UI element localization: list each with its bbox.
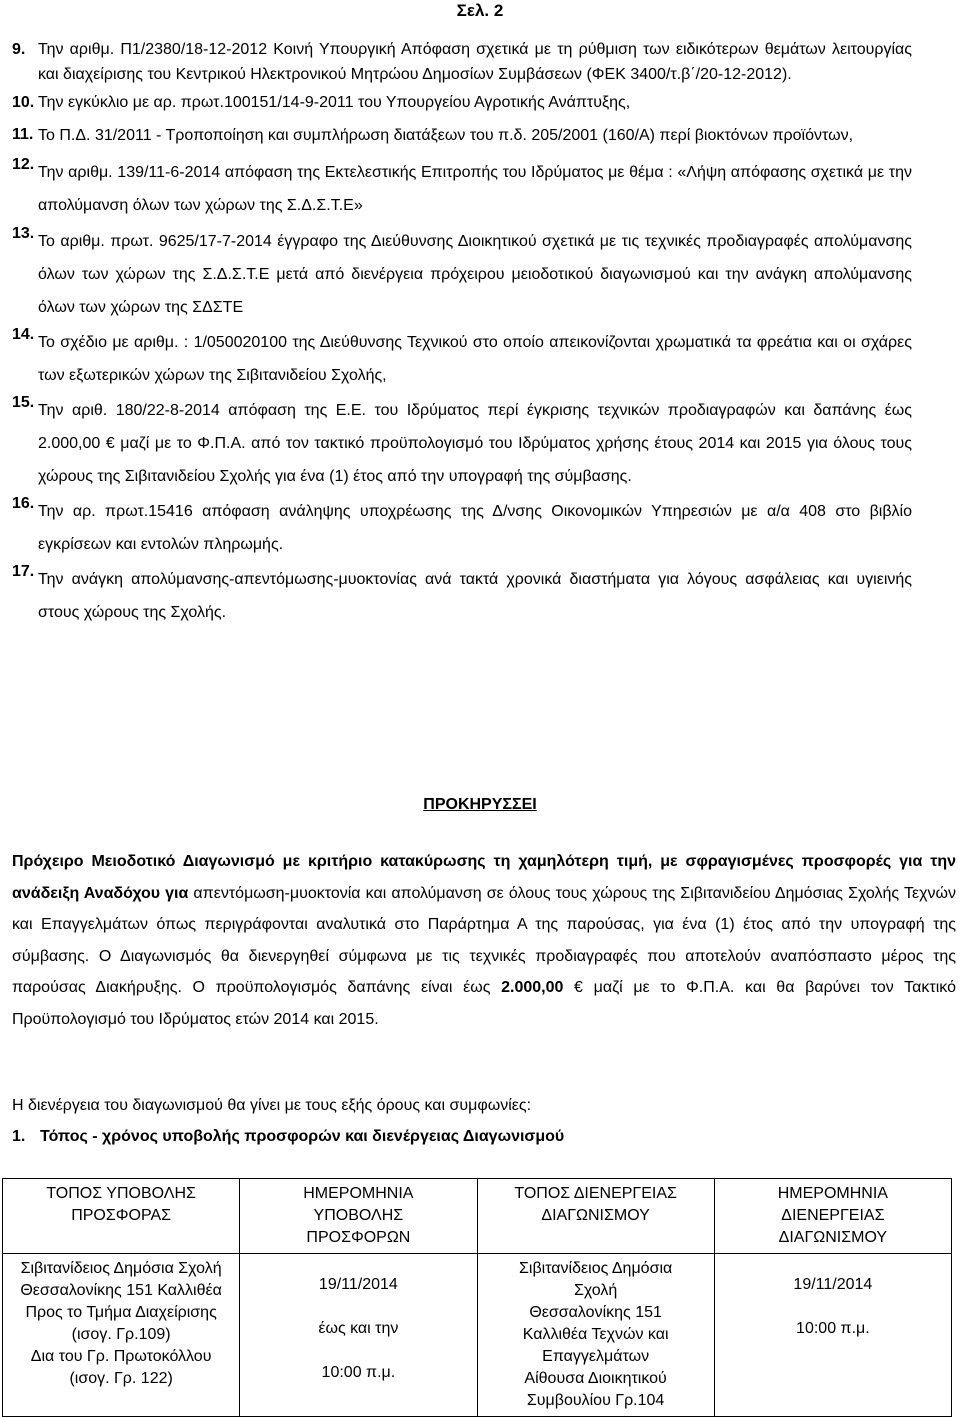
reference-item: [12, 563, 912, 629]
reference-number: 14.: [12, 326, 35, 343]
reference-text: Την αρ. πρωτ.15416 απόφαση ανάληψης υποχρέωσης της Δ/νσης Οικονομικών Υπηρεσιών με α/α 408 στο βιβλίο εγκρίσεων και εντολών πληρωμής.: [38, 503, 912, 553]
header-competition-date: ΗΜΕΡΟΜΗΝΙΑ ΔΙΕΝΕΡΓΕΙΑΣ ΔΙΑΓΩΝΙΣΜΟΥ: [714, 1179, 951, 1254]
cell-submission-place: Σιβιτανίδειος Δημόσια Σχολή Θεσσαλονίκης 151 Καλλιθέα Προς το Τμήμα Διαχείρισης (ισογ. Γρ.109) Δια του Γρ. Πρωτοκόλλου (ισογ. Γρ. 122): [3, 1254, 240, 1417]
legal-references-list: [12, 38, 912, 629]
body-bold-intro: Πρόχειρο Μειοδοτικό Διαγωνισμό με κριτήριο κατακύρωσης τη χαμηλότερη τιμή, με σφραγισμένες προσφορές για την ανάδειξη Αναδόχου για: [12, 853, 956, 902]
reference-item: [12, 225, 912, 324]
cell-competition-date: 19/11/2014 10:00 π.μ.: [714, 1254, 951, 1417]
conditions-line: Η διενέργεια του διαγωνισμού θα γίνει με τους εξής όρους και συμφωνίες:: [12, 1097, 532, 1114]
table-header-row: [3, 1179, 952, 1254]
section-heading: [12, 1128, 564, 1146]
submission-schedule-table: [2, 1178, 952, 1417]
reference-number: 12.: [12, 156, 35, 173]
reference-item: [12, 326, 912, 392]
cell-submission-date: 19/11/2014 έως και την 10:00 π.μ.: [240, 1254, 477, 1417]
header-submission-place: ΤΟΠΟΣ ΥΠΟΒΟΛΗΣ ΠΡΟΣΦΟΡΑΣ: [3, 1179, 240, 1254]
reference-number: 17.: [12, 563, 35, 580]
reference-item: [12, 38, 912, 87]
body-text-part1: απεντόμωση-μυοκτονία και απολύμανση σε όλους τους χώρους της Σιβιτανιδείου Δημόσιας Σχολής Τεχνών και Επαγγελμάτων όπως περιγράφονται αναλυτικά στο Παράρτημα Α της παρούσας, για ένα (1) έτος από την υπογραφή της σύμβασης. Ο Διαγωνισμός θα διενεργηθεί σύμφωνα με τις τεχνικές προδιαγραφές που αποτελούν αναπόσπαστο μέρος της παρούσας Διακήρυξης. Ο προϋπολογισμός δαπάνης είναι έως: [12, 884, 956, 996]
page-number: Σελ. 2: [456, 1, 504, 20]
header-competition-place: ΤΟΠΟΣ ΔΙΕΝΕΡΓΕΙΑΣ ΔΙΑΓΩΝΙΣΜΟΥ: [477, 1179, 714, 1254]
reference-item: [12, 156, 912, 222]
reference-text: Το σχέδιο με αριθμ. : 1/050020100 της Διεύθυνσης Τεχνικού στο οποίο απεικονίζονται χρωματικά τα φρεάτια και οι σχάρες των εξωτερικών χώρων της Σιβιτανιδείου Σχολής,: [38, 334, 912, 384]
reference-text: Το αριθμ. πρωτ. 9625/17-7-2014 έγγραφο της Διεύθυνσης Διοικητικού σχετικά με τις τεχνικές προδιαγραφές απολύμανσης όλων των χώρων της Σ.Δ.Σ.Τ.Ε μετά από διενέργεια πρόχειρου μειοδοτικού διαγωνισμού και την ανάγκη απολύμανσης όλων των χώρων της ΣΔΣΤΕ: [38, 233, 912, 316]
reference-text: Την αριθμ. 139/11-6-2014 απόφαση της Εκτελεστικής Επιτροπής του Ιδρύματος με θέμα : «Λήψη απόφασης σχετικά με την απολύμανση όλων των χώρων της Σ.Δ.Σ.Τ.Ε»: [38, 164, 912, 214]
reference-number: 15.: [12, 394, 35, 411]
reference-text: Την εγκύκλιο με αρ. πρωτ.100151/14-9-2011 του Υπουργείου Αγροτικής Ανάπτυξης,: [38, 94, 631, 111]
reference-text: Την αριθμ. Π1/2380/18-12-2012 Κοινή Υπουργική Απόφαση σχετικά με τη ρύθμιση των ειδικότερων θεμάτων λειτουργίας και διαχείρισης του Κεντρικού Ηλεκτρονικού Μητρώου Δημοσίων Συμβάσεων (ΦΕΚ 3400/τ.β΄/20-12-2012).: [38, 41, 912, 83]
header-submission-date: ΗΜΕΡΟΜΗΝΙΑ ΥΠΟΒΟΛΗΣ ΠΡΟΣΦΟΡΩΝ: [240, 1179, 477, 1254]
reference-item: [12, 495, 912, 561]
budget-amount: 2.000,00: [501, 979, 564, 996]
reference-number: 13.: [12, 225, 35, 242]
announcement-heading: ΠΡΟΚΗΡΥΣΣΕΙ: [423, 796, 537, 813]
reference-number: 16.: [12, 495, 35, 512]
table-row: [3, 1254, 952, 1417]
reference-item: [12, 119, 912, 152]
reference-number: 9.: [12, 41, 26, 58]
reference-item: [12, 87, 912, 119]
body-text-part2: € μαζί με το Φ.Π.Α. και θα βαρύνει τον Τακτικό Προϋπολογισμό του Ιδρύματος ετών 2014 και 2015.: [12, 979, 956, 1028]
reference-number: 10.: [12, 94, 35, 111]
reference-number: 11.: [12, 126, 34, 143]
reference-item: [12, 394, 912, 493]
cell-competition-place: Σιβιτανίδειος Δημόσια Σχολή Θεσσαλονίκης 151 Καλλιθέα Τεχνών και Επαγγελμάτων Αίθουσα Διοικητικού Συμβουλίου Γρ.104: [477, 1254, 714, 1417]
section-number: 1.: [12, 1128, 26, 1145]
reference-text: Το Π.Δ. 31/2011 - Τροποποίηση και συμπλήρωση διατάξεων του π.δ. 205/2001 (160/Α) περί βιοκτόνων προϊόντων,: [38, 127, 854, 144]
reference-text: Την αριθ. 180/22-8-2014 απόφαση της Ε.Ε. του Ιδρύματος περί έγκρισης τεχνικών προδιαγραφών και δαπάνης έως 2.000,00 € μαζί με το Φ.Π.Α. από τον τακτικό προϋπολογισμό του Ιδρύματος χρήσης έτους 2014 και 2015 για όλους τους χώρους της Σιβιτανιδείου Σχολής για ένα (1) έτος από την υπογραφή της σύμβασης.: [38, 402, 912, 485]
announcement-body: [12, 846, 956, 1035]
reference-text: Την ανάγκη απολύμανσης-απεντόμωσης-μυοκτονίας ανά τακτά χρονικά διαστήματα για λόγους ασφάλειας και υγιεινής στους χώρους της Σχολής.: [38, 571, 912, 621]
section-title: Τόπος - χρόνος υποβολής προσφορών και διενέργειας Διαγωνισμού: [40, 1128, 565, 1145]
